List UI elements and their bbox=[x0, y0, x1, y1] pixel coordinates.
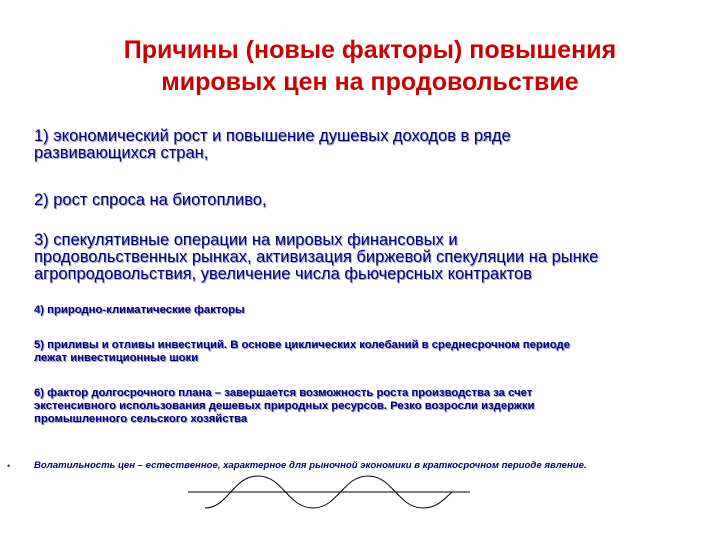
factor-item-5-line-2: лежат инвестиционные шоки bbox=[34, 352, 199, 364]
factor-item-6-line-1: 6) фактор долгосрочного плана – завершается возможность роста производства за счет bbox=[34, 387, 533, 399]
factor-item-1-line-2: развивающихся стран, bbox=[34, 144, 209, 162]
factor-item-4-line-1: 4) природно-климатические факторы bbox=[34, 304, 245, 316]
factor-item-5-line-1: 5) приливы и отливы инвестиций. В основе циклических колебаний в среднесрочном периоде bbox=[34, 339, 570, 351]
factor-item-3-line-1: 3) спекулятивные операции на мировых финансовых и bbox=[34, 231, 458, 249]
factor-item-6-line-2: экстенсивного использования дешевых природных ресурсов. Резко возросли издержки bbox=[34, 400, 535, 412]
volatility-note-text: Волатильность цен – естественное, характерное для рыночной экономики в краткосрочном периоде явление. bbox=[34, 460, 587, 471]
factor-item-2-line-1: 2) рост спроса на биотопливо, bbox=[34, 191, 267, 209]
factor-item-3-line-2: продовольственных рынках, активизация биржевой спекуляции на рынке bbox=[34, 248, 599, 266]
bullet-icon: • bbox=[7, 461, 11, 471]
factor-item-1-line-1: 1) экономический рост и повышение душевых доходов в ряде bbox=[34, 127, 511, 145]
factor-item-6-line-3: промышленного сельского хозяйства bbox=[34, 413, 248, 425]
factor-item-3-line-3: агропродовольствия, увеличение числа фьючерсных контрактов bbox=[34, 265, 532, 283]
slide-title-line-1: Причины (новые факторы) повышения bbox=[123, 36, 617, 64]
slide-title-line-2: мировых цен на продовольствие bbox=[161, 68, 579, 96]
